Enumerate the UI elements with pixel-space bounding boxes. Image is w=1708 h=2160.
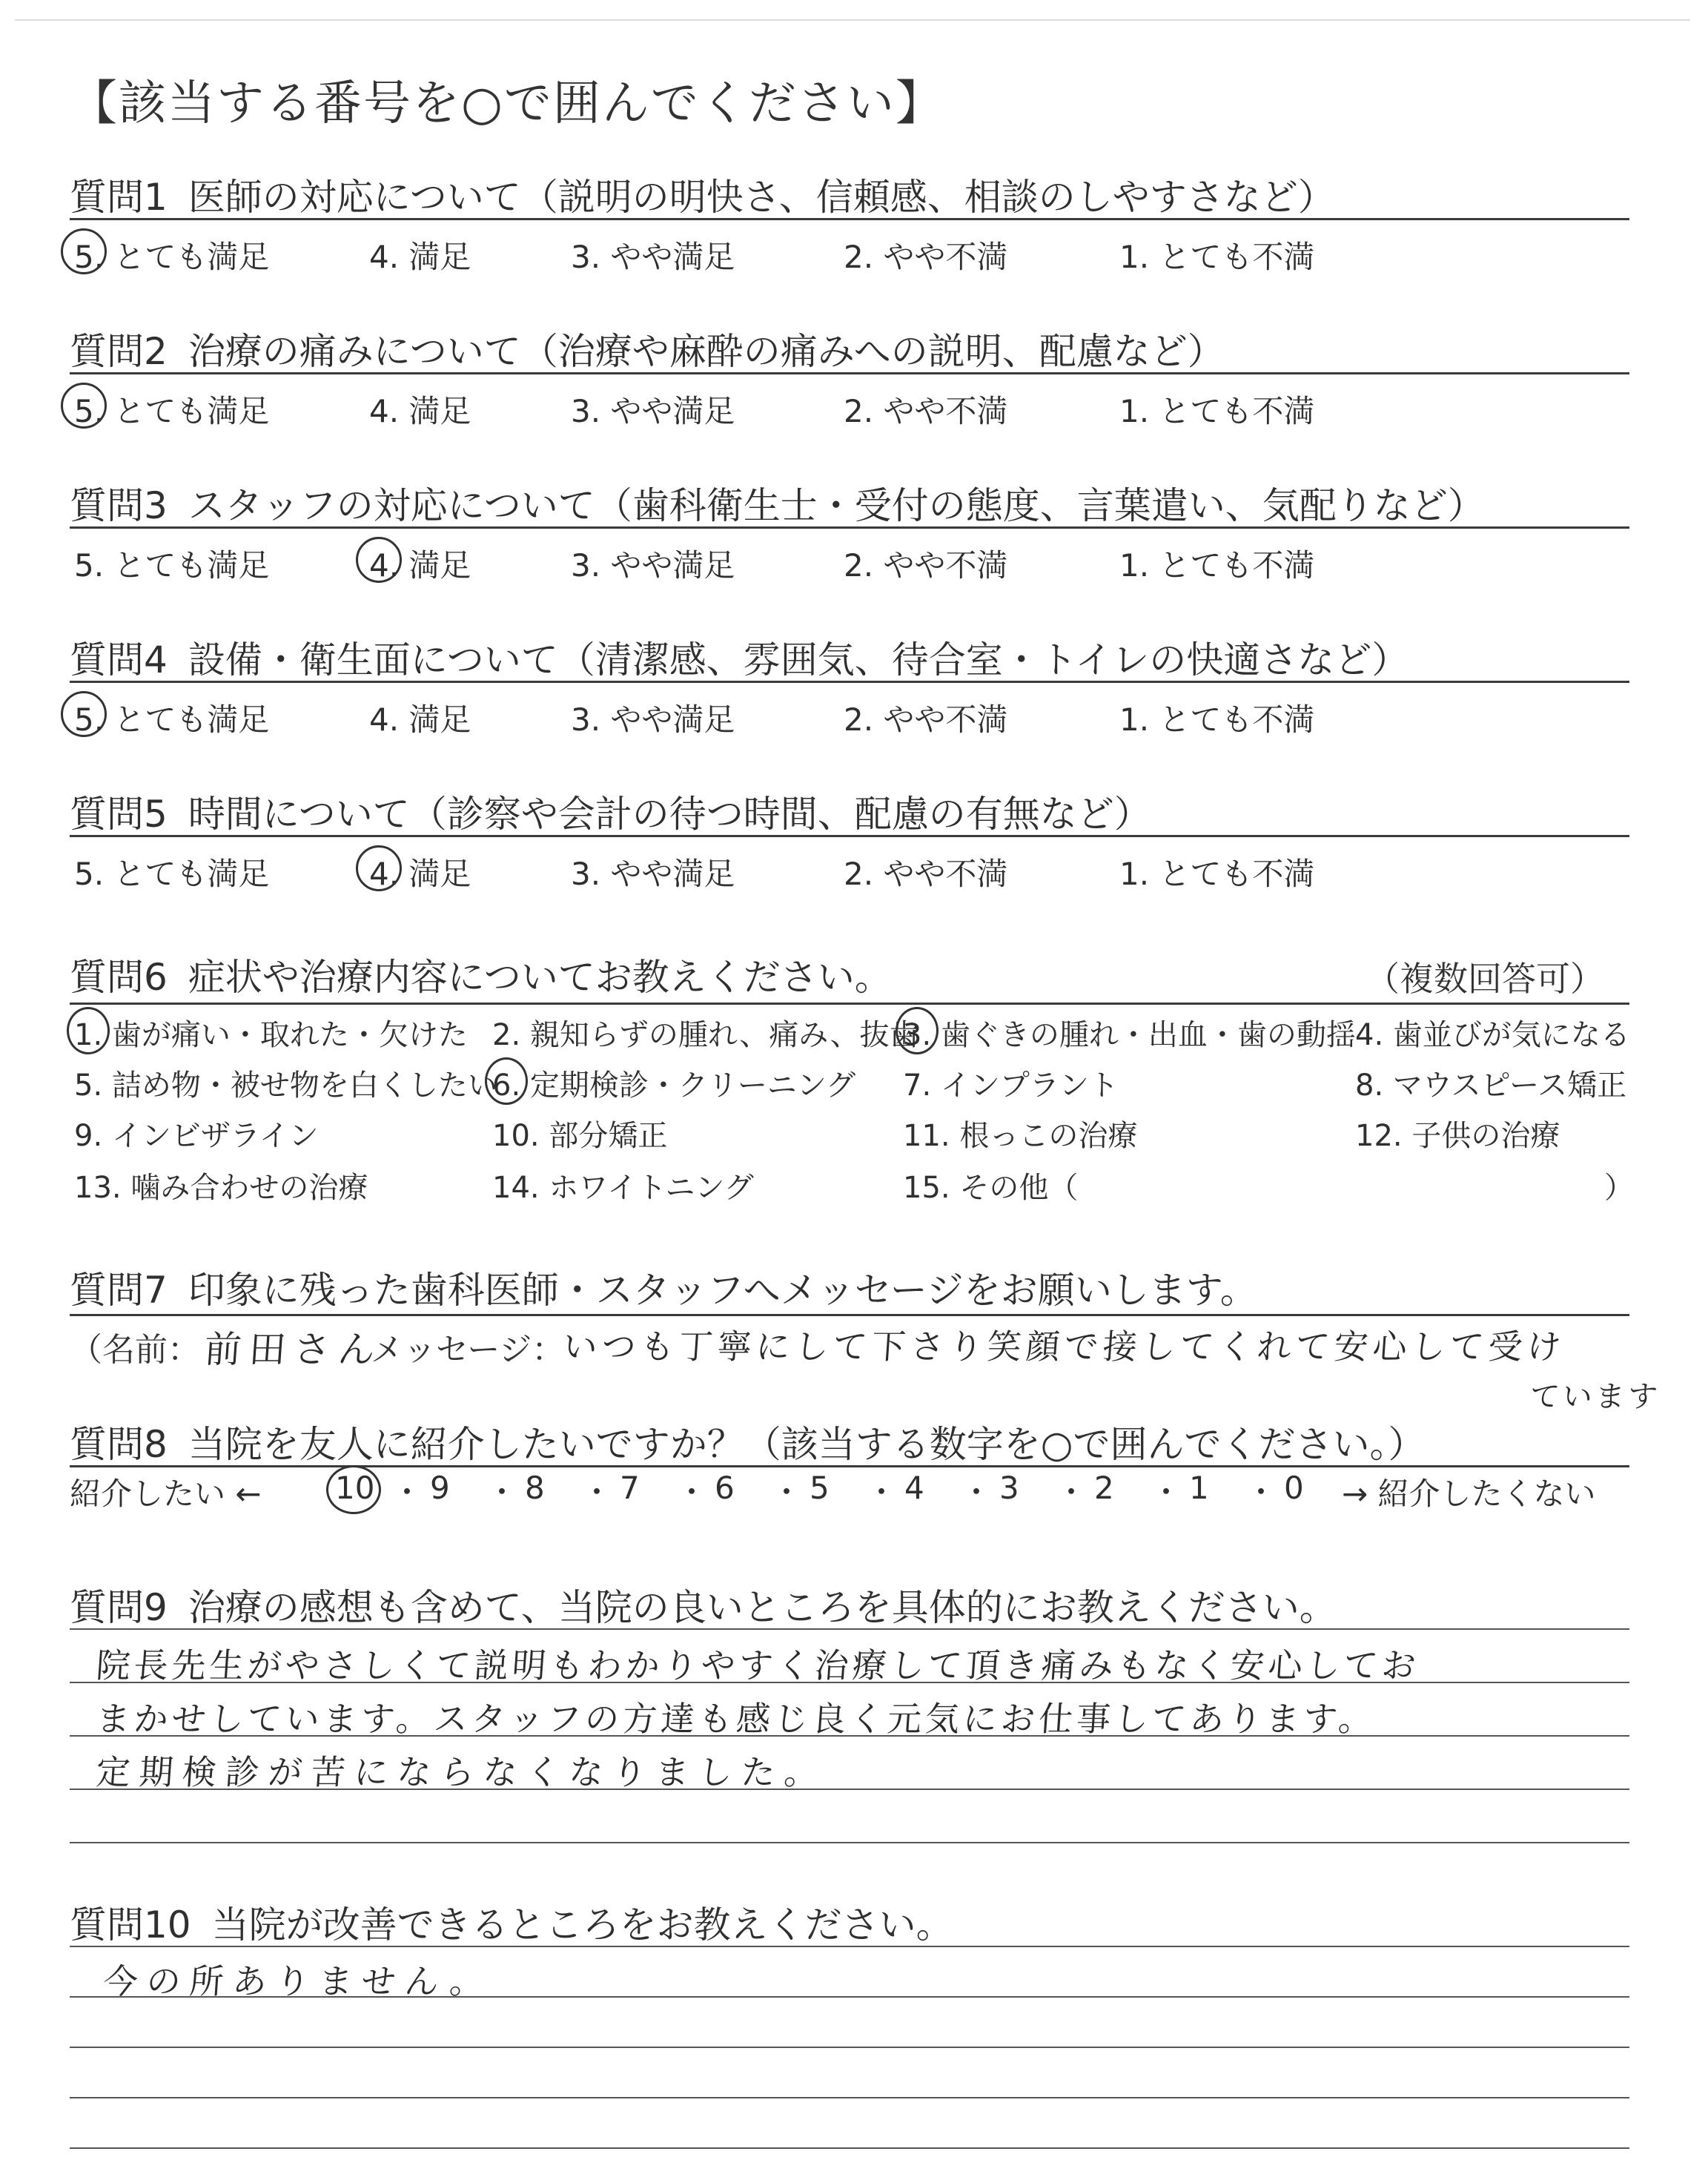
q9-text: 治療の感想も含めて、当院の良いところを具体的にお教えください。	[188, 1586, 1337, 1629]
q8-value-7: 7	[620, 1470, 640, 1506]
q3-option-1: 1. とても不満	[1119, 547, 1315, 584]
q4-title	[70, 630, 1409, 684]
q10-line-5	[70, 2147, 1629, 2149]
q10-text: 当院が改善できるところをお教えください。	[211, 1903, 953, 1946]
q9-answer-line-2: まかせしています。スタッフの方達も感じ良く元気にお仕事してあります。	[94, 1699, 1378, 1739]
q6-option-9: 9. インビザライン	[74, 1119, 319, 1153]
q8-dot: ・	[961, 1474, 993, 1510]
q1-rule	[70, 218, 1629, 220]
q5-number: 質問5	[70, 793, 168, 836]
q8-rule	[70, 1465, 1629, 1467]
q10-line-1	[70, 1946, 1629, 1947]
q6-option-8: 8. マウスピース矯正	[1355, 1069, 1627, 1103]
q8-value-9: 9	[430, 1470, 450, 1506]
q7-rule	[70, 1314, 1629, 1316]
q8-text: 当院を友人に紹介したいですか？（該当する数字を○で囲んでください。）	[188, 1423, 1426, 1466]
q2-option-5: 5. とても満足	[74, 393, 270, 429]
q6-option-6: 6. 定期検診・クリーニング	[492, 1069, 856, 1103]
q4-number: 質問4	[70, 638, 168, 681]
q6-text: 症状や治療内容についてお教えください。	[188, 956, 892, 999]
q9-title	[70, 1578, 1337, 1631]
q4-option-2: 2. やや不満	[844, 701, 1008, 738]
q2-number: 質問2	[70, 330, 168, 373]
q1-option-4: 4. 満足	[369, 239, 471, 275]
scan-edge	[15, 19, 1690, 21]
q10-answer-line-1: 今の所ありません。	[102, 1961, 494, 2001]
q8-dot: ・	[391, 1474, 423, 1510]
q10-line-3	[70, 2047, 1629, 2048]
q1-title	[70, 168, 1335, 221]
q1-option-1: 1. とても不満	[1119, 239, 1315, 275]
q8-value-4: 4	[904, 1470, 924, 1506]
q10-title	[70, 1895, 953, 1949]
q5-selection-circle	[356, 845, 402, 891]
q4-option-3: 3. やや満足	[571, 701, 735, 738]
q6-title	[70, 948, 892, 1001]
q4-rule	[70, 681, 1629, 683]
q4-option-4: 4. 満足	[369, 701, 471, 738]
q6-option-12: 12. 子供の治療	[1355, 1119, 1560, 1153]
q2-title	[70, 322, 1225, 375]
q6-rule	[70, 1003, 1629, 1005]
q7-message-line2: ています	[1529, 1380, 1662, 1414]
q1-text: 医師の対応について（説明の明快さ、信頼感、相談のしやすさなど）	[188, 176, 1335, 219]
q1-option-3: 3. やや満足	[571, 239, 735, 275]
q6-option-7: 7. インプラント	[903, 1069, 1119, 1103]
q3-option-3: 3. やや満足	[571, 547, 735, 584]
q8-value-8: 8	[525, 1470, 545, 1506]
q6-selection-circle-3	[896, 1007, 939, 1054]
q7-name-label: （名前：	[70, 1331, 200, 1369]
q4-option-5: 5. とても満足	[74, 701, 270, 738]
q2-option-1: 1. とても不満	[1119, 393, 1315, 429]
q10-line-4	[70, 2097, 1629, 2098]
q5-option-4: 4. 満足	[369, 856, 471, 892]
q3-selection-circle	[356, 537, 402, 583]
q8-dot: ・	[581, 1474, 613, 1510]
q5-option-3: 3. やや満足	[571, 856, 735, 892]
q5-rule	[70, 835, 1629, 837]
q3-option-5: 5. とても満足	[74, 547, 270, 584]
q6-option-5: 5. 詰め物・被せ物を白くしたい	[74, 1069, 497, 1103]
q8-number: 質問8	[70, 1423, 168, 1466]
q9-answer-line-1: 院長先生がやさしくて説明もわかりやすく治療して頂き痛みもなく安心してお	[94, 1645, 1421, 1685]
q1-option-5: 5. とても満足	[74, 239, 270, 275]
q6-option-3: 3. 歯ぐきの腫れ・出血・歯の動揺	[903, 1018, 1356, 1052]
q2-selection-circle	[61, 383, 107, 429]
q6-selection-circle-6	[485, 1057, 528, 1105]
q10-number: 質問10	[70, 1903, 191, 1946]
q5-title	[70, 785, 1151, 838]
q8-dot: ・	[676, 1474, 708, 1510]
q5-text: 時間について（診察や会計の待つ時間、配慮の有無など）	[188, 793, 1151, 836]
q6-option-11: 11. 根っこの治療	[903, 1119, 1138, 1153]
q8-dot: ・	[771, 1474, 803, 1510]
q8-dot: ・	[1056, 1474, 1088, 1510]
q7-message-label: メッセージ：	[371, 1331, 565, 1369]
q2-rule	[70, 372, 1629, 374]
q8-left-label: 紹介したい ←	[70, 1476, 262, 1512]
q8-dot: ・	[1151, 1474, 1182, 1510]
q8-dot: ・	[1245, 1474, 1277, 1510]
q2-option-3: 3. やや満足	[571, 393, 735, 429]
q7-title	[70, 1261, 1257, 1314]
q6-option-13: 13. 噛み合わせの治療	[74, 1171, 368, 1205]
q6-option-16: ）	[1604, 1171, 1634, 1205]
q7-name-value: 前田さん	[202, 1328, 384, 1371]
q8-selection-circle	[326, 1465, 381, 1514]
q8-value-1: 1	[1189, 1470, 1209, 1506]
q3-text: スタッフの対応について（歯科衛生士・受付の態度、言葉遣い、気配りなど）	[188, 484, 1485, 527]
q8-value-3: 3	[999, 1470, 1019, 1506]
q2-option-4: 4. 満足	[369, 393, 471, 429]
q8-right-label: → 紹介したくない	[1342, 1476, 1596, 1512]
q6-option-2: 2. 親知らずの腫れ、痛み、抜歯	[492, 1018, 919, 1052]
q4-selection-circle	[61, 691, 107, 737]
q6-selection-circle-1	[67, 1007, 110, 1054]
q7-number: 質問7	[70, 1269, 168, 1312]
q6-option-4: 4. 歯並びが気になる	[1355, 1018, 1630, 1052]
q4-text: 設備・衛生面について（清潔感、雰囲気、待合室・トイレの快適さなど）	[188, 638, 1409, 681]
q8-value-10: 10	[335, 1470, 375, 1506]
q6-option-10: 10. 部分矯正	[492, 1119, 668, 1153]
q1-selection-circle	[61, 228, 107, 274]
q8-title	[70, 1415, 1425, 1468]
q9-answer-line-3: 定期検診が苦にならなくなりました。	[94, 1752, 829, 1792]
q6-option-15: 15. その他（	[903, 1171, 1079, 1205]
q8-dot: ・	[866, 1474, 898, 1510]
q8-value-0: 0	[1284, 1470, 1304, 1506]
q3-number: 質問3	[70, 484, 168, 527]
q9-line-5	[70, 1842, 1629, 1843]
q8-dot: ・	[486, 1474, 518, 1510]
q5-option-1: 1. とても不満	[1119, 856, 1315, 892]
q6-option-1: 1. 歯が痛い・取れた・欠けた	[74, 1018, 468, 1052]
q7-message-line1: いつも丁寧にして下さり笑顔で接してくれて安心して受け	[561, 1327, 1567, 1367]
q8-value-5: 5	[810, 1470, 830, 1506]
q2-option-2: 2. やや不満	[844, 393, 1008, 429]
q9-number: 質問9	[70, 1586, 168, 1629]
q3-option-4: 4. 満足	[369, 547, 471, 584]
q7-text: 印象に残った歯科医師・スタッフへメッセージをお願いします。	[188, 1269, 1257, 1312]
q1-option-2: 2. やや不満	[844, 239, 1008, 275]
q1-number: 質問1	[70, 176, 168, 219]
q6-multiple-note: （複数回答可）	[1366, 959, 1604, 999]
instruction-header: 【該当する番号を○で囲んでください】	[70, 76, 944, 131]
q3-title	[70, 476, 1485, 529]
q3-option-2: 2. やや不満	[844, 547, 1008, 584]
q5-option-5: 5. とても満足	[74, 856, 270, 892]
q2-text: 治療の痛みについて（治療や麻酔の痛みへの説明、配慮など）	[188, 330, 1225, 373]
q9-line-1	[70, 1628, 1629, 1630]
q5-option-2: 2. やや不満	[844, 856, 1008, 892]
q6-option-14: 14. ホワイトニング	[492, 1171, 754, 1205]
q3-rule	[70, 526, 1629, 529]
q8-value-2: 2	[1094, 1470, 1114, 1506]
q4-option-1: 1. とても不満	[1119, 701, 1315, 738]
q6-number: 質問6	[70, 956, 168, 999]
q8-value-6: 6	[715, 1470, 735, 1506]
